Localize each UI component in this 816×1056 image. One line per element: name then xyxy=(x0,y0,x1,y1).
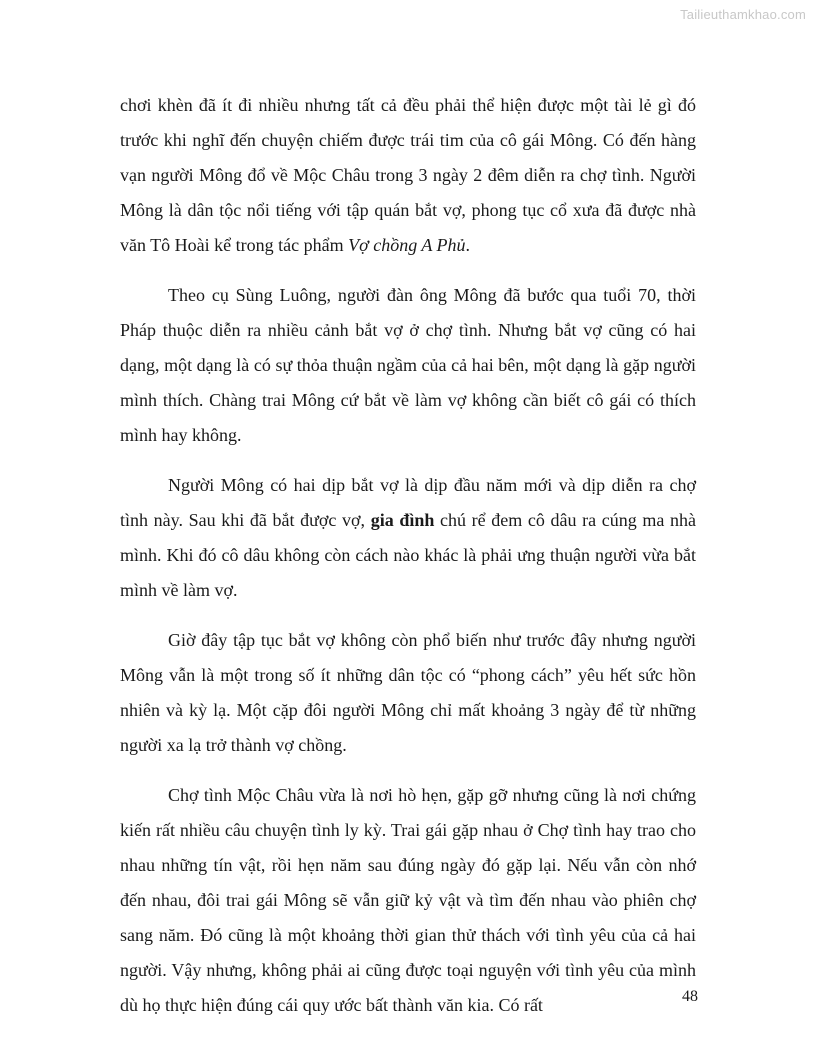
paragraph-4: Giờ đây tập tục bắt vợ không còn phổ biến như trước đây nhưng người Mông vẫn là một trong số ít những dân tộc có “phong cách” yêu hết sức hồn nhiên và kỳ lạ. Một cặp đôi người Mông chỉ mất khoảng 3 ngày để từ những người xa lạ trở thành vợ chồng. xyxy=(120,630,696,755)
paragraph-1-text: chơi khèn đã ít đi nhiều nhưng tất cả đều phải thể hiện được một tài lẻ gì đó trước khi nghĩ đến chuyện chiếm được trái tim của cô gái Mông. Có đến hàng vạn người Mông đổ về Mộc Châu trong 3 ngày 2 đêm diễn ra chợ tình. Người Mông là dân tộc nổi tiếng với tập quán bắt vợ, phong tục cổ xưa đã được nhà văn Tô Hoài kể trong tác phẩm xyxy=(120,95,696,255)
page-body xyxy=(120,88,696,1038)
page-number: 48 xyxy=(682,988,698,1005)
watermark: Tailieuthamkhao.com xyxy=(680,7,806,22)
bold-keyword: gia đình xyxy=(370,510,435,530)
paragraph-3-text: Người Mông có hai dịp bắt vợ là dịp đầu năm mới và dịp diễn ra chợ tình này. Sau khi đã bắt được vợ, xyxy=(120,475,696,530)
paragraph-5: Chợ tình Mộc Châu vừa là nơi hò hẹn, gặp gỡ nhưng cũng là nơi chứng kiến rất nhiều câu chuyện tình ly kỳ. Trai gái gặp nhau ở Chợ tình hay trao cho nhau những tín vật, rồi hẹn năm sau đúng ngày đó gặp lại. Nếu vẫn còn nhớ đến nhau, đôi trai gái Mông sẽ vẫn giữ kỷ vật và tìm đến nhau vào phiên chợ sang năm. Đó cũng là một khoảng thời gian thử thách với tình yêu của cả hai người. Vậy nhưng, không phải ai cũng được toại nguyện với tình yêu của mình dù họ thực hiện đúng cái quy ước bất thành văn kia. Có rất xyxy=(120,785,696,1015)
book-title-italic: Vợ chồng A Phủ xyxy=(348,235,466,255)
paragraph-3-end: chú rể đem cô dâu ra cúng ma nhà mình. Khi đó cô dâu không còn cách nào khác là phải ưng thuận người vừa bắt mình về làm vợ. xyxy=(120,510,696,600)
paragraph-1 xyxy=(120,88,696,263)
paragraph-1-end: . xyxy=(465,235,471,255)
paragraph-3 xyxy=(120,468,696,608)
paragraph-2: Theo cụ Sùng Luông, người đàn ông Mông đã bước qua tuổi 70, thời Pháp thuộc diễn ra nhiều cảnh bắt vợ ở chợ tình. Nhưng bắt vợ cũng có hai dạng, một dạng là có sự thỏa thuận ngầm của cả hai bên, một dạng là gặp người mình thích. Chàng trai Mông cứ bắt về làm vợ không cần biết cô gái có thích mình hay không. xyxy=(120,285,696,445)
